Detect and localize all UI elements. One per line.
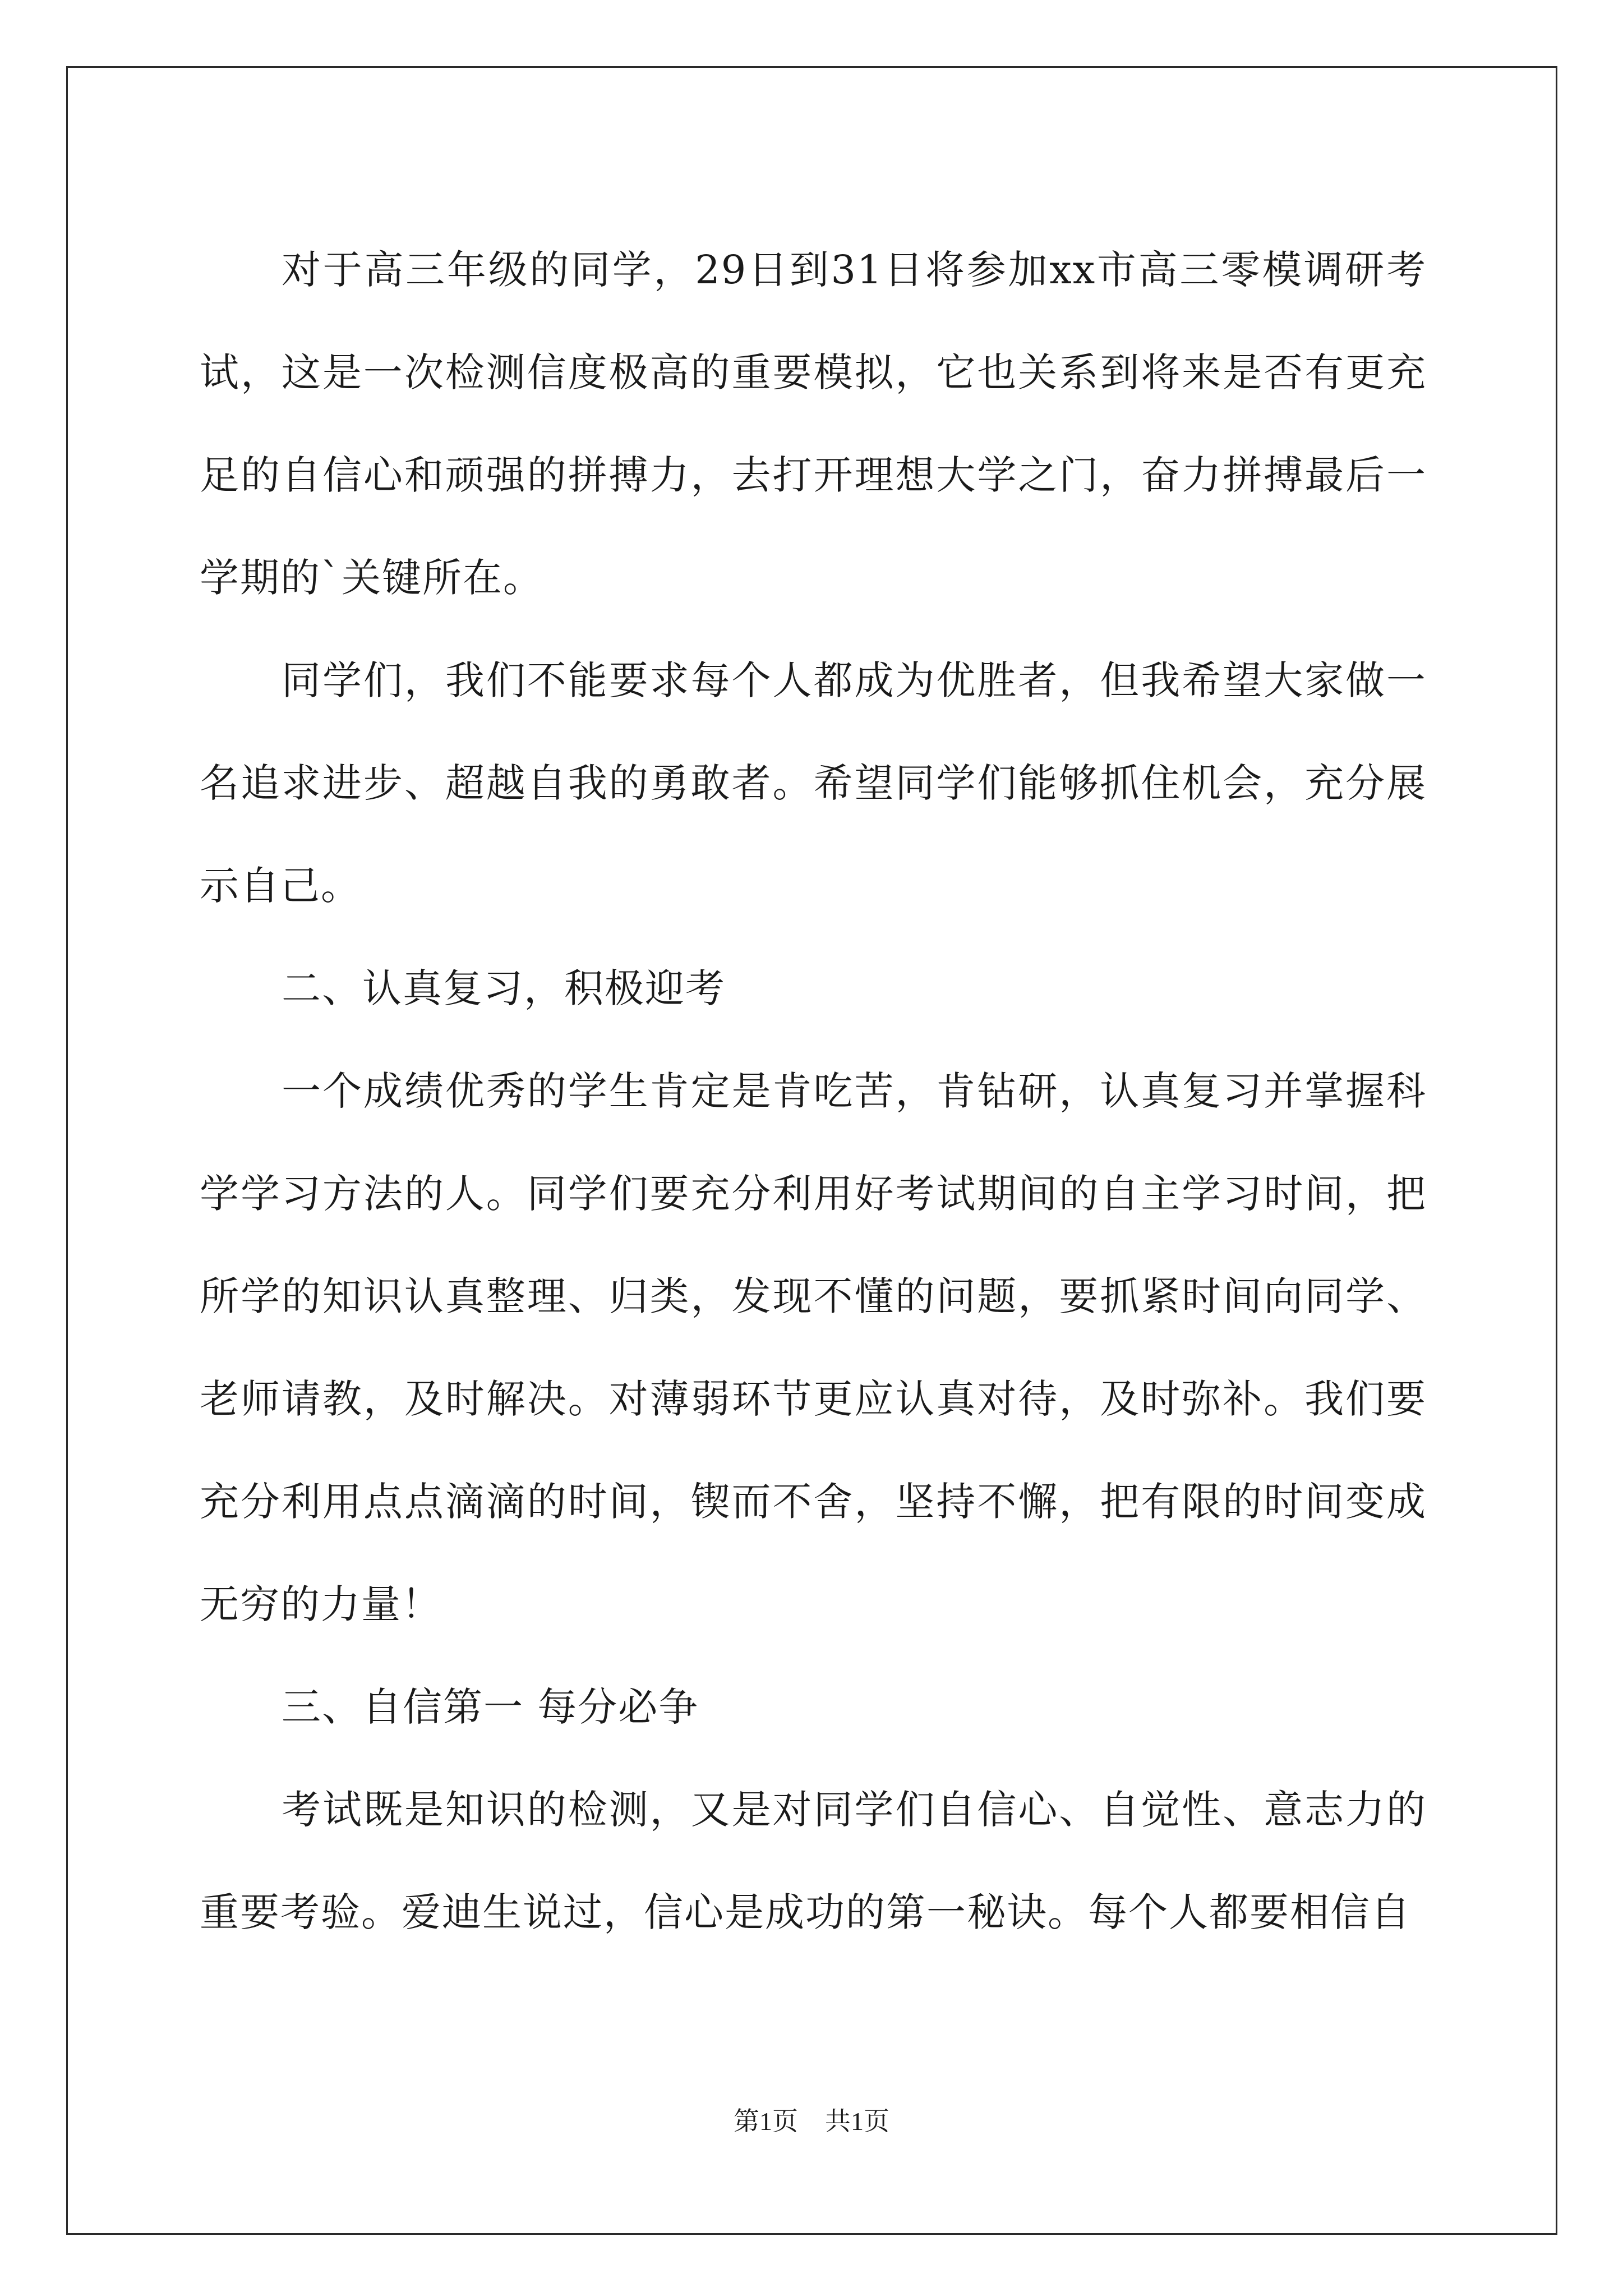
- section-heading-confidence: 三、自信第一 每分必争: [282, 1684, 699, 1730]
- page-number-total: 共1页: [825, 2107, 889, 2136]
- paragraph-exam-intro: 对于高三年级的同学，29日到31日将参加xx市高三零模调研考试，这是一次检测信度极高的重要模拟，它也关系到将来是否有更充足的自信心和顽强的拼搏力，去打开理想大学之门，奋力拼搏最后一学期的`关键所在。: [200, 247, 1427, 601]
- paragraph-confidence: 考试既是知识的检测，又是对同学们自信心、自觉性、意志力的重要考验。爱迪生说过，信心是成功的第一秘诀。每个人都要相信自: [200, 1787, 1427, 1935]
- paragraph-review-advice: 一个成绩优秀的学生肯定是肯吃苦，肯钻研，认真复习并掌握科学学习方法的人。同学们要充分利用好考试期间的自主学习时间，把所学的知识认真整理、归类，发现不懂的问题，要抓紧时间向同学、老师请教，及时解决。对薄弱环节更应认真对待，及时弥补。我们要充分利用点点滴滴的时间，锲而不舍，坚持不懈，把有限的时间变成无穷的力量！: [200, 1068, 1427, 1627]
- page-footer: [0, 2101, 1623, 2138]
- section-heading-review: 二、认真复习，积极迎考: [282, 965, 726, 1011]
- document-body: [200, 219, 1427, 1964]
- paragraph-encouragement: 同学们，我们不能要求每个人都成为优胜者，但我希望大家做一名追求进步、超越自我的勇敢者。希望同学们能够抓住机会，充分展示自己。: [200, 657, 1427, 909]
- page-number-current: 第1页: [734, 2107, 798, 2136]
